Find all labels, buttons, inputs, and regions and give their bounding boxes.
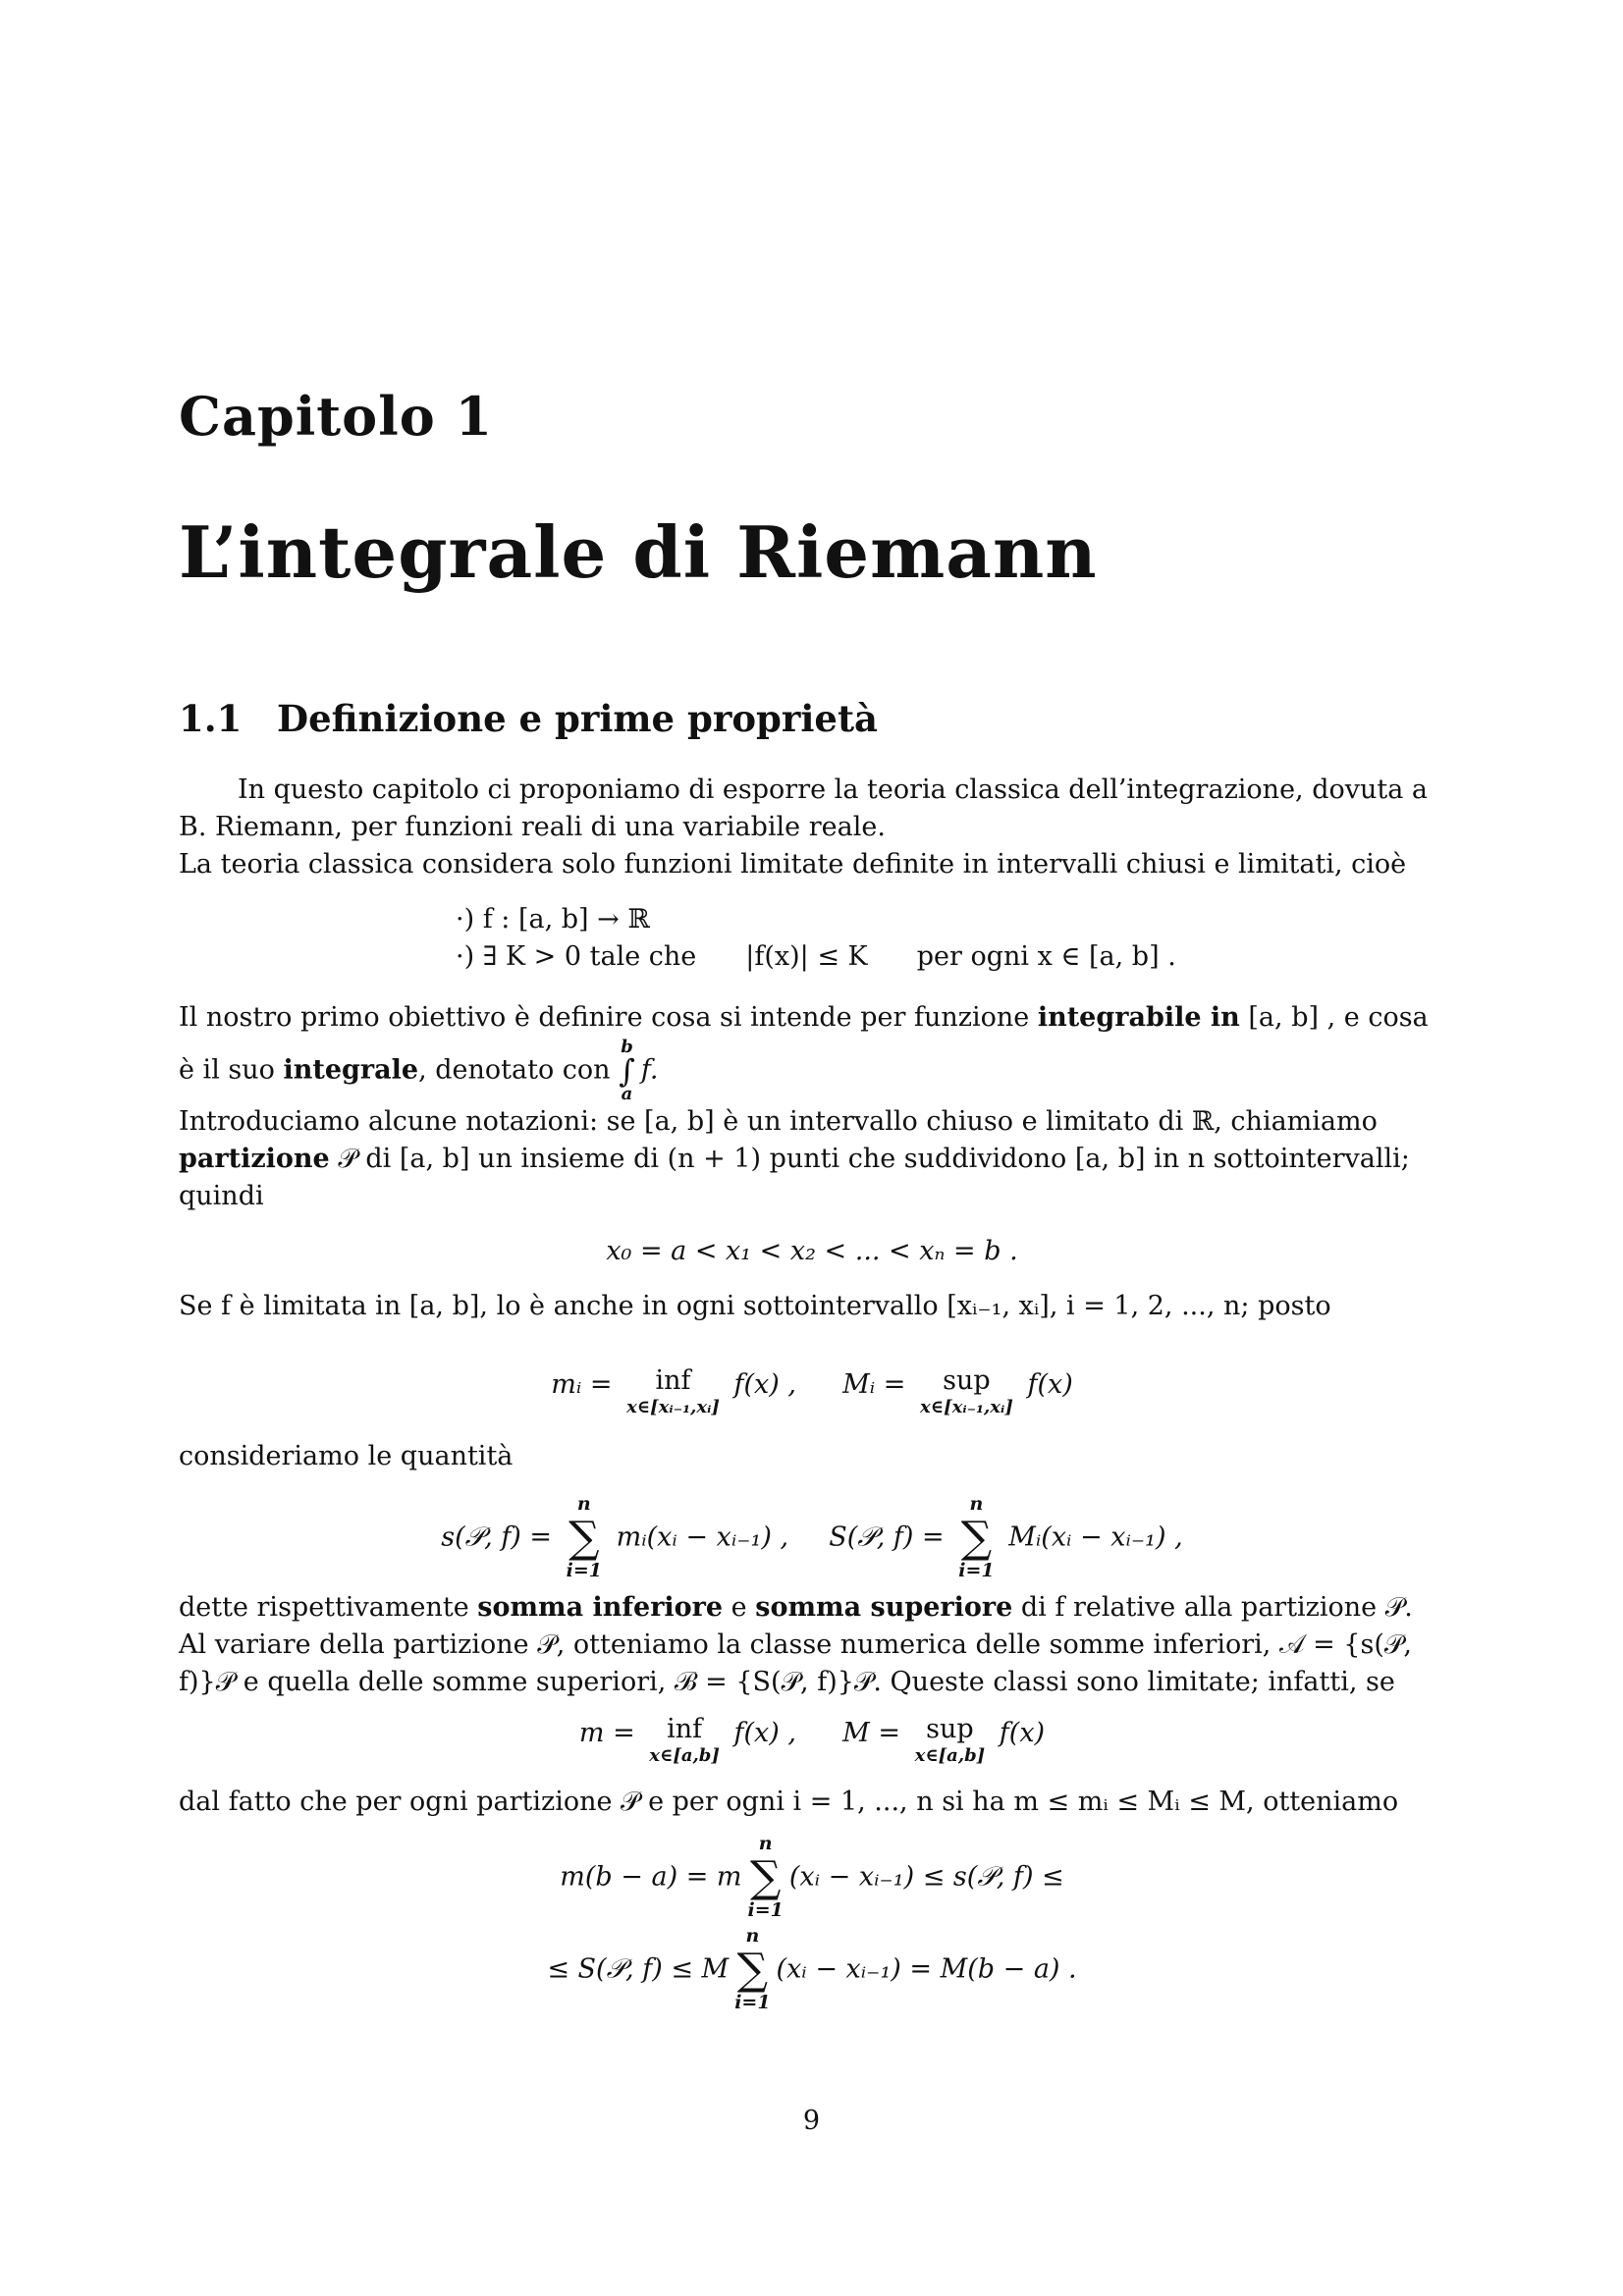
paragraph-quantities: consideriamo le quantità <box>179 1441 514 1472</box>
eq-M-rhs: f(x) <box>999 1718 1046 1749</box>
equation-final-line-2 <box>179 1924 1445 2013</box>
conditions-block <box>456 901 1445 976</box>
eq-mi-lhs: mᵢ = <box>551 1369 613 1400</box>
sum-operator-final-1 <box>747 1832 784 1921</box>
sum-upper-index: n <box>758 1832 773 1854</box>
sum-operator-final-2 <box>734 1924 771 2013</box>
integral-upper-limit: b <box>621 1037 633 1057</box>
lower-sum-lhs: s(𝒫, f) = <box>441 1522 553 1553</box>
sup-operator <box>920 1366 1013 1416</box>
inf-label: inf <box>667 1714 703 1745</box>
paragraph-sum-definitions <box>179 1589 1445 1627</box>
integral-symbol <box>619 1039 635 1103</box>
objective-bold-integral: integrale <box>283 1054 419 1086</box>
upper-sum-rhs: Mᵢ(xᵢ − xᵢ₋₁) , <box>1008 1522 1183 1553</box>
integral-sign: ∫ <box>619 1052 635 1090</box>
sum-operator-lower <box>567 1495 602 1581</box>
equation-partition: x₀ = a < x₁ < x₂ < ... < xₙ = b . <box>606 1236 1018 1266</box>
eq-M-lhs: M = <box>842 1718 900 1749</box>
section-heading <box>179 697 878 740</box>
paragraph-classes: Al variare della partizione 𝒫, otteniamo la classe numerica delle somme inferiori, 𝒜 = {s(𝒫, f)}𝒫 e quella delle somme superiori, ℬ = {S(𝒫, f)}𝒫. Queste classi sono limitate; infatti, se <box>179 1629 1412 1698</box>
condition-2-forall: per ogni x ∈ [a, b] . <box>916 941 1176 972</box>
inf-label: inf <box>655 1365 691 1396</box>
page-number: 9 <box>802 2106 821 2136</box>
paragraph-notation <box>179 1103 1445 1215</box>
sum-operator-upper <box>958 1495 994 1581</box>
eq-m-lhs: m = <box>578 1718 635 1749</box>
eq-m-rhs: f(x) , <box>733 1718 796 1749</box>
sums-text-1: dette rispettivamente <box>179 1592 478 1624</box>
objective-bold-integrable: integrabile in <box>1037 1002 1240 1033</box>
sum-lower-index: i=1 <box>566 1560 603 1582</box>
objective-text-2: [a, b] , e cosa è il suo <box>179 1002 1429 1086</box>
sum-sign: ∑ <box>736 1944 769 1995</box>
eq-Mi-rhs: f(x) <box>1027 1369 1073 1400</box>
sum-sign: ∑ <box>750 1851 782 1902</box>
eq-Mi-lhs: Mᵢ = <box>842 1369 906 1400</box>
sum-upper-index: n <box>745 1924 760 1947</box>
notation-text-1: Introduciamo alcune notazioni: se [a, b] è un intervallo chiuso e limitato di ℝ, chiamiamo <box>179 1106 1378 1137</box>
inf-subscript: x∈[xᵢ₋₁,xᵢ] <box>626 1396 720 1417</box>
chapter-label: Capitolo 1 <box>179 385 494 448</box>
notation-bold-partition: partizione <box>179 1144 330 1174</box>
upper-sum-lhs: S(𝒫, f) = <box>829 1522 945 1553</box>
inf-subscript: x∈[a,b] <box>649 1745 720 1767</box>
sup-label: sup <box>926 1714 974 1745</box>
integral-lower-limit: a <box>621 1084 633 1104</box>
sum-upper-index: n <box>576 1493 591 1516</box>
bold-upper-sum: somma superiore <box>755 1592 1013 1624</box>
sum-sign: ∑ <box>960 1513 993 1564</box>
eq-mi-rhs: f(x) , <box>733 1369 796 1400</box>
sup-subscript: x∈[xᵢ₋₁,xᵢ] <box>920 1396 1013 1417</box>
objective-text-1: Il nostro primo obiettivo è definire cosa si intende per funzione <box>179 1002 1038 1033</box>
condition-2 <box>456 938 1445 976</box>
sum-upper-index: n <box>969 1493 984 1516</box>
sup-operator-global <box>915 1715 986 1765</box>
final-line-2-right: (xᵢ − xᵢ₋₁) = M(b − a) . <box>776 1953 1077 1985</box>
inf-operator-global <box>649 1715 720 1765</box>
equation-sums <box>179 1495 1445 1581</box>
equation-final-line-1 <box>179 1832 1445 1921</box>
paragraph-inequality-intro: dal fatto che per ogni partizione 𝒫 e per ogni i = 1, ..., n si ha m ≤ mᵢ ≤ Mᵢ ≤ M, otteniamo <box>179 1786 1399 1817</box>
final-line-1-left: m(b − a) = m <box>560 1861 742 1893</box>
sup-subscript: x∈[a,b] <box>914 1745 986 1767</box>
sums-text-2: e <box>723 1592 756 1624</box>
paragraph-bounded: Se f è limitata in [a, b], lo è anche in ogni sottointervallo [xᵢ₋₁, xᵢ], i = 1, 2, ..., n; posto <box>179 1291 1331 1321</box>
condition-2-bound: |f(x)| ≤ K <box>745 941 868 972</box>
sums-text-3: di f relative alla partizione 𝒫. <box>1012 1592 1413 1624</box>
final-line-2-left: ≤ S(𝒫, f) ≤ M <box>547 1953 730 1985</box>
paragraph-intro: In questo capitolo ci proponiamo di esporre la teoria classica dell’integrazione, dovuta a B. Riemann, per funzioni reali di una variabile reale. <box>179 774 1429 842</box>
sup-label: sup <box>943 1365 991 1396</box>
paragraph-objective <box>179 997 1445 1103</box>
equation-mi-Mi <box>179 1366 1445 1416</box>
condition-2-exists: ·) ∃ K > 0 tale che <box>456 941 697 972</box>
bold-lower-sum: somma inferiore <box>477 1592 724 1624</box>
sum-lower-index: i=1 <box>747 1898 784 1921</box>
paragraph-classic-theory: La teoria classica considera solo funzioni limitate definite in intervalli chiusi e limitati, cioè <box>179 849 1407 880</box>
objective-text-3: , denotato con <box>418 1054 611 1086</box>
sum-sign: ∑ <box>568 1513 600 1564</box>
notation-text-2: 𝒫 di [a, b] un insieme di (n + 1) punti che suddividono [a, b] in n sottointervalli; quindi <box>179 1144 1410 1211</box>
sum-lower-index: i=1 <box>734 1991 771 2013</box>
integral-integrand: f. <box>640 1054 659 1086</box>
section-title: Definizione e prime proprietà <box>277 697 879 740</box>
condition-1: ·) f : [a, b] → ℝ <box>456 904 650 934</box>
final-line-1-right: (xᵢ − xᵢ₋₁) ≤ s(𝒫, f) ≤ <box>788 1861 1064 1893</box>
body-text <box>179 772 1445 2013</box>
equation-m-M <box>179 1715 1445 1765</box>
section-number: 1.1 <box>179 697 243 740</box>
sum-lower-index: i=1 <box>958 1560 995 1582</box>
lower-sum-rhs: mᵢ(xᵢ − xᵢ₋₁) , <box>616 1522 789 1553</box>
chapter-title: L’integrale di Riemann <box>179 510 1098 594</box>
inf-operator <box>626 1366 720 1416</box>
